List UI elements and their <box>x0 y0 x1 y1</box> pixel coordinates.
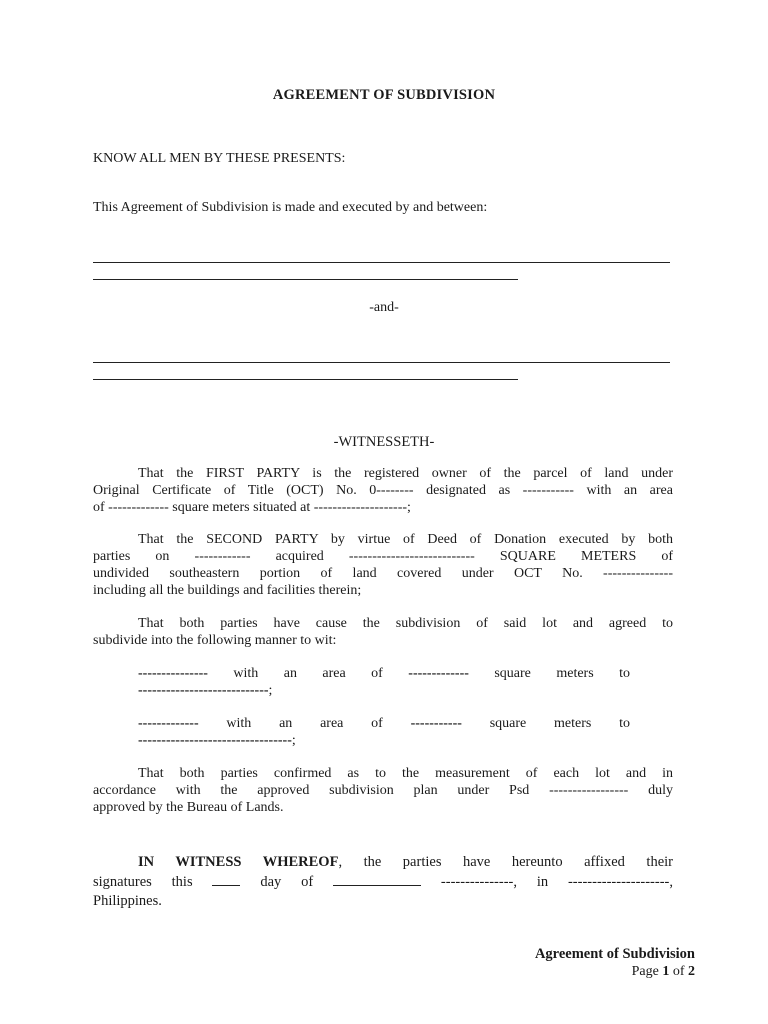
place-text: ---------------, in ---------------------, <box>440 874 673 890</box>
page-label: Page <box>631 964 659 979</box>
lot-item-2 <box>138 715 630 749</box>
lot-item-1 <box>138 665 630 699</box>
paragraph-second-party <box>93 531 673 599</box>
paragraph-line: parties on ------------ acquired --------------------------- SQUARE METERS of <box>93 549 673 564</box>
paragraph-line: That the FIRST PARTY is the registered owner of the parcel of land under <box>138 466 673 481</box>
made-by-line: This Agreement of Subdivision is made and executed by and between: <box>93 200 488 215</box>
paragraph-line: That both parties confirmed as to the measurement of each lot and in <box>138 766 673 781</box>
paragraph-line: That both parties have cause the subdivision of said lot and agreed to <box>138 616 673 631</box>
second-party-blank-line-2 <box>93 379 518 380</box>
paragraph-measurement <box>93 765 673 816</box>
paragraph-first-party <box>93 465 673 516</box>
country-line: Philippines. <box>93 893 162 909</box>
witnesseth-heading: -WITNESSETH- <box>333 434 435 450</box>
paragraph-subdivision <box>93 615 673 649</box>
paragraph-line: Original Certificate of Title (OCT) No. 0-------- designated as ----------- with an area <box>93 483 673 498</box>
lot-item-2-area-dash: ----------- <box>410 716 462 731</box>
page-number <box>535 963 695 981</box>
and-separator: -and- <box>369 300 399 315</box>
lot-item-1-text-end: square meters to <box>468 666 630 681</box>
paragraph-line: subdivide into the following manner to wit: <box>93 633 337 648</box>
paragraph-line: undivided southeastern portion of land covered under OCT No. --------------- <box>93 566 673 581</box>
witness-bold-phrase: IN WITNESS WHEREOF <box>138 854 339 870</box>
lot-item-1-dash: --------------- <box>138 666 208 681</box>
page-of-label: of <box>672 964 685 979</box>
paragraph-witness <box>93 853 673 911</box>
day-blank <box>212 872 240 886</box>
paragraph-line: accordance with the approved subdivision plan under Psd ----------------- duly <box>93 783 673 798</box>
total-pages: 2 <box>688 964 695 979</box>
paragraph-line: approved by the Bureau of Lands. <box>93 800 284 815</box>
witness-text: , the parties have hereunto affixed their <box>338 854 673 870</box>
lot-item-2-to-dash: --------------------------------- <box>138 733 292 748</box>
lot-item-1-to-dash: ---------------------------- <box>138 683 269 698</box>
paragraph-line: That the SECOND PARTY by virtue of Deed of Donation executed by both <box>138 532 673 547</box>
lot-item-2-text: with an area of <box>198 716 411 731</box>
first-party-blank-line-1 <box>93 262 670 263</box>
month-blank <box>333 872 421 886</box>
first-party-blank-line-2 <box>93 279 518 280</box>
lot-item-1-semicolon: ; <box>268 683 273 698</box>
footer-title: Agreement of Subdivision <box>534 946 695 962</box>
lot-item-1-text: with an area of <box>207 666 409 681</box>
paragraph-line: of ------------- square meters situated at --------------------; <box>93 500 411 515</box>
lot-item-2-semicolon: ; <box>291 733 296 748</box>
document-title: AGREEMENT OF SUBDIVISION <box>272 87 496 103</box>
lot-item-2-dash: ------------- <box>138 716 199 731</box>
day-of-label: day of <box>260 874 314 890</box>
second-party-blank-line-1 <box>93 362 670 363</box>
page-footer <box>535 945 695 981</box>
lot-item-1-area-dash: ------------- <box>408 666 469 681</box>
signatures-label: signatures this <box>93 874 193 890</box>
paragraph-line: including all the buildings and facilities therein; <box>93 583 362 598</box>
lot-item-2-text-end: square meters to <box>461 716 631 731</box>
current-page: 1 <box>662 964 670 979</box>
intro-line: KNOW ALL MEN BY THESE PRESENTS: <box>93 151 346 166</box>
